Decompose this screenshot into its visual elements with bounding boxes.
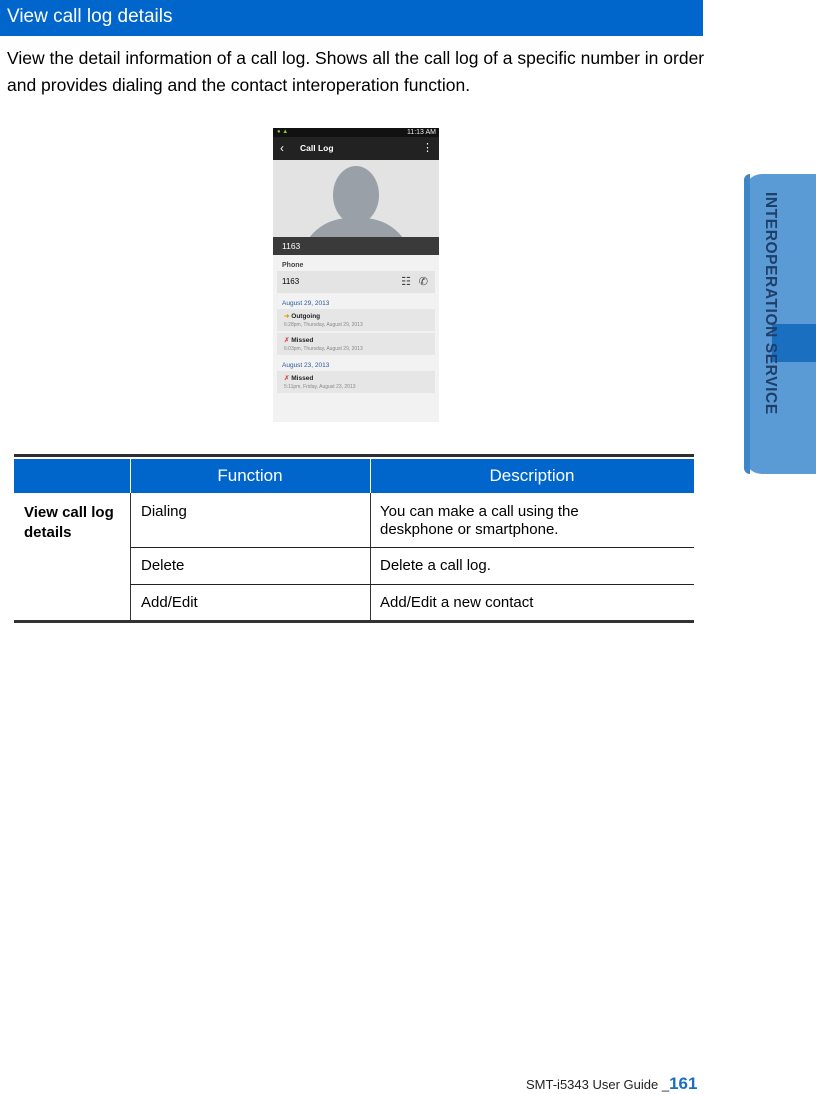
table-cell-description: You can make a call using the deskphone or smartphone. bbox=[380, 503, 579, 538]
phone-value: 1163 bbox=[282, 277, 300, 286]
table-cell-function: Dialing bbox=[141, 503, 187, 520]
contact-photo-placeholder bbox=[273, 160, 439, 237]
intro-paragraph: View the detail information of a call log. Shows all the call log of a specific number in order and provides dialing and the contact interoperation function. bbox=[7, 48, 705, 95]
log-entry bbox=[277, 333, 435, 355]
log-entry-detail: 6:28pm, Thursday, August 29, 2013 bbox=[284, 322, 363, 328]
avatar-body bbox=[299, 218, 413, 237]
column-divider bbox=[370, 493, 371, 621]
section-title: View call log details bbox=[7, 6, 173, 27]
deskphone-icon: ☷ bbox=[401, 276, 411, 288]
side-tab-edge bbox=[744, 174, 750, 474]
column-header-description: Description bbox=[489, 466, 575, 485]
call-icon: ✆ bbox=[418, 276, 428, 288]
log-date: August 29, 2013 bbox=[282, 300, 330, 307]
overflow-menu-icon: ⋮ bbox=[422, 142, 433, 154]
status-clock: 11:13 AM bbox=[406, 129, 436, 136]
missed-call-icon: ✗ bbox=[284, 337, 290, 344]
contact-number-bar: 1163 bbox=[273, 237, 439, 255]
log-entry-type: Missed bbox=[291, 337, 314, 344]
action-bar bbox=[273, 137, 439, 160]
column-header-function: Function bbox=[217, 466, 283, 485]
row-divider bbox=[130, 547, 694, 548]
page-number: 161 bbox=[669, 1074, 698, 1093]
outgoing-arrow-icon: ➜ bbox=[284, 313, 290, 320]
log-entry-detail: 5:11pm, Friday, August 23, 2013 bbox=[284, 384, 356, 390]
table-cell-function: Delete bbox=[141, 557, 185, 574]
row-divider bbox=[130, 584, 694, 585]
page-footer bbox=[526, 1074, 697, 1094]
log-entry bbox=[277, 371, 435, 393]
log-entry-type: Missed bbox=[291, 375, 314, 382]
footer-guide-name: SMT-i5343 User Guide _ bbox=[526, 1077, 670, 1092]
table-bottom-rule bbox=[14, 620, 694, 623]
column-divider bbox=[130, 493, 131, 621]
phone-label: Phone bbox=[282, 262, 304, 269]
avatar-head bbox=[333, 166, 379, 224]
phone-row bbox=[277, 271, 435, 293]
table-cell-function: Add/Edit bbox=[141, 594, 198, 611]
table-cell-description: Delete a call log. bbox=[380, 557, 491, 574]
phone-screenshot bbox=[273, 128, 439, 422]
status-bar bbox=[273, 128, 439, 137]
log-date: August 23, 2013 bbox=[282, 362, 330, 369]
table-cell-description: Add/Edit a new contact bbox=[380, 594, 534, 611]
table-row-header: View call log details bbox=[24, 504, 114, 541]
notification-icon: ● ▲ bbox=[277, 129, 289, 135]
log-entry bbox=[277, 309, 435, 331]
chapter-label: INTEROPERATION SERVICE bbox=[762, 192, 779, 415]
table-top-rule bbox=[14, 454, 694, 457]
chapter-side-tab bbox=[744, 174, 816, 474]
missed-call-icon: ✗ bbox=[284, 375, 290, 382]
action-bar-title: Call Log bbox=[300, 143, 334, 153]
back-icon: ‹ bbox=[280, 141, 284, 155]
log-entry-type: Outgoing bbox=[291, 313, 321, 320]
section-heading-bar bbox=[0, 0, 703, 36]
log-entry-detail: 6:03pm, Thursday, August 29, 2013 bbox=[284, 346, 363, 352]
